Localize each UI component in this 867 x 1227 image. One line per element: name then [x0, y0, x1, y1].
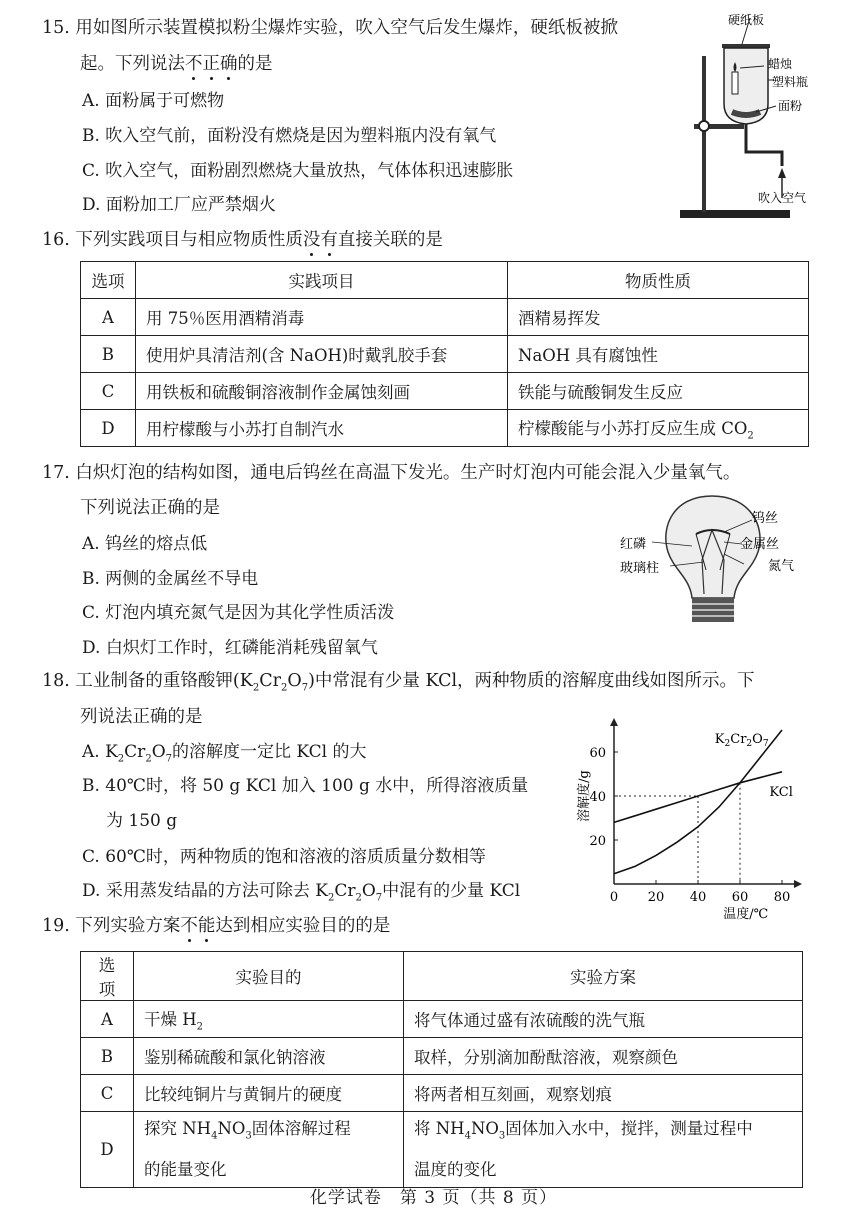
property-cell: NaOH 具有腐蚀性: [508, 336, 809, 373]
q15-stem-line1: [42, 14, 618, 39]
q19-number: 19.: [42, 916, 70, 936]
q15-stem-b2: 的是: [237, 54, 273, 74]
subscript: 2: [355, 892, 362, 904]
plan-cell: 取样，分别滴加酚酞溶液，观察颜色: [404, 1038, 803, 1075]
option-part: Cr: [124, 742, 146, 762]
subscript: 2: [145, 753, 152, 765]
goal-part: 固体溶解过程: [251, 1119, 351, 1138]
q18-stem-part: O: [287, 671, 302, 691]
subscript: 4: [211, 1130, 218, 1142]
subscript: 2: [252, 682, 260, 694]
label-board: 硬纸板: [728, 13, 765, 27]
flour-pile: [732, 112, 760, 115]
label-nitrogen: 氮气: [768, 559, 795, 574]
q17-number: 17.: [42, 463, 70, 483]
light-bulb-figure: [612, 490, 812, 630]
q18-option-c: C. 60℃时，两种物质的饱和溶液的溶质质量分数相等: [82, 847, 486, 867]
plan-cell: [404, 1112, 803, 1188]
y-axis-arrow: [610, 718, 618, 726]
q18-number: 18.: [42, 671, 70, 691]
x-tick-label: 0: [609, 890, 619, 905]
plan-part: NO: [470, 1119, 499, 1138]
label-phosphorus: 红磷: [620, 537, 647, 552]
q18-option-a: [82, 737, 367, 764]
header-cell: 实践项目: [136, 262, 508, 299]
q18-option-d: [82, 876, 520, 903]
air-tube: [746, 124, 782, 166]
q16-stem-b: 直接关联的是: [337, 230, 443, 250]
option-cell: C: [81, 1075, 134, 1112]
label-bottle: 塑料瓶: [772, 75, 809, 89]
q19-table: [80, 951, 803, 1188]
option-cell: B: [81, 1038, 134, 1075]
goal-cell: 比较纯铜片与黄铜片的硬度: [134, 1075, 404, 1112]
clamp-screw: [699, 121, 709, 131]
y-tick-label: 20: [589, 834, 606, 849]
property-text: 柠檬酸能与小苏打反应生成 CO: [518, 418, 748, 438]
page-footer: 化学试卷 第 3 页（共 8 页）: [309, 1188, 558, 1208]
q15-option-d: D. 面粉加工厂应严禁烟火: [82, 195, 276, 215]
y-axis-label: 溶解度/g: [577, 770, 592, 822]
q18-option-b-line2: 为 150 g: [106, 811, 178, 831]
q18-stem-line2: 列说法正确的是: [80, 707, 203, 727]
x-tick-label: 40: [689, 890, 707, 905]
q18-stem-line1: [42, 667, 755, 694]
q15-option-a: A. 面粉属于可燃物: [82, 91, 225, 111]
q19-emph-char: 能: [197, 916, 216, 936]
series-label-k2cr2o7: $K_2Cr_2O_7$: [714, 732, 769, 750]
goal-line: 的能量变化: [144, 1160, 227, 1180]
q19-stem-b: 达到相应实验目的的是: [215, 916, 391, 936]
table-row: [81, 336, 809, 373]
option-part: 的溶解度一定比 KCl 的大: [172, 742, 367, 762]
y-tick-label: 40: [589, 790, 606, 805]
table-header-row: [81, 262, 809, 299]
option-part: O: [361, 881, 376, 901]
q15-stem-a: 用如图所示装置模拟粉尘爆炸实验，吹入空气后发生爆炸，硬纸板被掀: [75, 18, 618, 38]
candle: [732, 72, 738, 94]
q17-option-c: C. 灯泡内填充氮气是因为其化学性质活泼: [82, 603, 395, 623]
table-row: [81, 1038, 803, 1075]
header-cell: 选项: [81, 262, 136, 299]
q17-option-a: A. 钨丝的熔点低: [82, 534, 208, 554]
goal-part: NO: [217, 1119, 246, 1138]
subscript: 7: [301, 682, 309, 694]
label-air: 吹入空气: [758, 191, 807, 205]
stand-rod: [702, 56, 706, 212]
q19-stem-a: 下列实验方案: [75, 916, 181, 936]
subscript: 3: [245, 1130, 252, 1142]
q15-option-c: C. 吹入空气，面粉剧烈燃烧大量放热，气体体积迅速膨胀: [82, 161, 514, 181]
x-tick-label: 20: [647, 890, 665, 905]
dust-explosion-apparatus-figure: [672, 4, 832, 226]
q16-stem: [42, 226, 443, 251]
q16-number: 16.: [42, 230, 70, 250]
goal-cell: [134, 1112, 404, 1188]
q17-option-b: B. 两侧的金属丝不导电: [82, 569, 259, 589]
subscript: 2: [280, 682, 288, 694]
series-label-kcl: KCl: [769, 785, 793, 800]
option-part: D. 采用蒸发结晶的方法可除去 K: [82, 881, 328, 901]
x-tick-label: 80: [773, 890, 791, 905]
label-tungsten: 钨丝: [752, 511, 779, 526]
option-part: O: [151, 742, 166, 762]
item-cell: 用柠檬酸与小苏打自制汽水: [136, 410, 508, 447]
q17-stem-a: 白炽灯泡的结构如图，通电后钨丝在高温下发光。生产时灯泡内可能会混入少量氧气。: [75, 463, 741, 483]
subscript: 3: [498, 1130, 506, 1142]
item-cell: 用 75％医用酒精消毒: [136, 299, 508, 336]
solubility-chart: [570, 700, 840, 920]
q15-number: 15.: [42, 18, 70, 38]
q15-stem-line2: [80, 50, 273, 75]
q16-emph-char: 没: [302, 230, 321, 250]
q16-table: [80, 261, 809, 447]
q19-emph-char: 不: [180, 916, 198, 936]
q18-stem-part: )中常混有少量 KCl，两种物质的溶解度曲线如图所示。下: [308, 671, 755, 691]
q17-option-d: D. 白炽灯工作时，红磷能消耗残留氧气: [82, 638, 378, 658]
label-glass: 玻璃柱: [620, 561, 660, 576]
plan-line: [414, 1112, 792, 1153]
plan-part: 将 NH: [414, 1119, 465, 1138]
plan-cell: 将两者相互刻画，观察划痕: [404, 1075, 803, 1112]
subscript: 7: [165, 753, 172, 765]
table-row: [81, 373, 809, 410]
option-cell: A: [81, 299, 136, 336]
label-flour: 面粉: [778, 99, 803, 113]
q18-stem-part: Cr: [259, 671, 281, 691]
table-row: [81, 299, 809, 336]
header-cell: 物质性质: [508, 262, 809, 299]
item-cell: 使用炉具清洁剂(含 NaOH)时戴乳胶手套: [136, 336, 508, 373]
air-arrow-head: [778, 168, 786, 178]
header-cell: 选项: [81, 952, 134, 1001]
option-cell: A: [81, 1001, 134, 1038]
table-row: [81, 1112, 803, 1188]
option-part: Cr: [334, 881, 356, 901]
x-axis-label: 温度/℃: [723, 907, 769, 920]
q15-emph-char: 确: [220, 54, 238, 74]
table-row: [81, 410, 809, 447]
table-row: [81, 1075, 803, 1112]
property-cell: 铁能与硫酸铜发生反应: [508, 373, 809, 410]
goal-cell: [134, 1001, 404, 1038]
goal-cell: 鉴别稀硫酸和氯化钠溶液: [134, 1038, 404, 1075]
header-cell: 实验方案: [404, 952, 803, 1001]
q15-emph-char: 不: [185, 54, 203, 74]
plan-cell: 将气体通过盛有浓硫酸的洗气瓶: [404, 1001, 803, 1038]
goal-text: 干燥 H: [144, 1009, 197, 1029]
option-cell: D: [81, 410, 136, 447]
plan-part: 固体加入水中，搅拌，测量过程中: [505, 1119, 753, 1138]
q18-stem-part: 工业制备的重铬酸钾(K: [75, 671, 253, 691]
plan-line: 温度的变化: [414, 1160, 497, 1180]
property-cell: [508, 410, 809, 447]
option-cell: C: [81, 373, 136, 410]
header-cell: 实验目的: [134, 952, 404, 1001]
option-cell: D: [81, 1112, 134, 1188]
table-row: [81, 1001, 803, 1038]
q17-stem-line1: [42, 459, 740, 484]
stand-base: [680, 210, 790, 218]
q15-option-b: B. 吹入空气前，面粉没有燃烧是因为塑料瓶内没有氧气: [82, 126, 497, 146]
q17-stem-line2: 下列说法正确的是: [80, 498, 220, 518]
subscript: 2: [196, 1021, 204, 1033]
subscript: 7: [375, 892, 383, 904]
label-candle: 蜡烛: [768, 57, 793, 71]
option-part: 中混有的少量 KCl: [382, 881, 521, 901]
goal-part: 探究 NH: [144, 1119, 212, 1138]
goal-line: [144, 1112, 393, 1153]
property-cell: 酒精易挥发: [508, 299, 809, 336]
label-wire: 金属丝: [740, 537, 780, 552]
option-cell: B: [81, 336, 136, 373]
subscript: 4: [464, 1130, 471, 1142]
subscript: 2: [747, 430, 754, 442]
subscript: 2: [117, 753, 125, 765]
q15-stem-b1: 起。下列说法: [80, 54, 185, 74]
y-tick-label: 60: [589, 746, 606, 761]
table-header-row: [81, 952, 803, 1001]
subscript: 2: [327, 892, 335, 904]
option-part: A. K: [82, 742, 118, 762]
q19-stem: [42, 912, 390, 937]
item-cell: 用铁板和硫酸铜溶液制作金属蚀刻画: [136, 373, 508, 410]
q16-stem-a: 下列实践项目与相应物质性质: [75, 230, 303, 250]
x-axis-arrow: [794, 880, 802, 888]
q16-emph-char: 有: [320, 230, 338, 250]
q18-option-b-line1: B. 40℃时，将 50 g KCl 加入 100 g 水中，所得溶液质量: [82, 776, 529, 796]
q15-emph-char: 正: [202, 54, 220, 74]
x-tick-label: 60: [731, 890, 749, 905]
